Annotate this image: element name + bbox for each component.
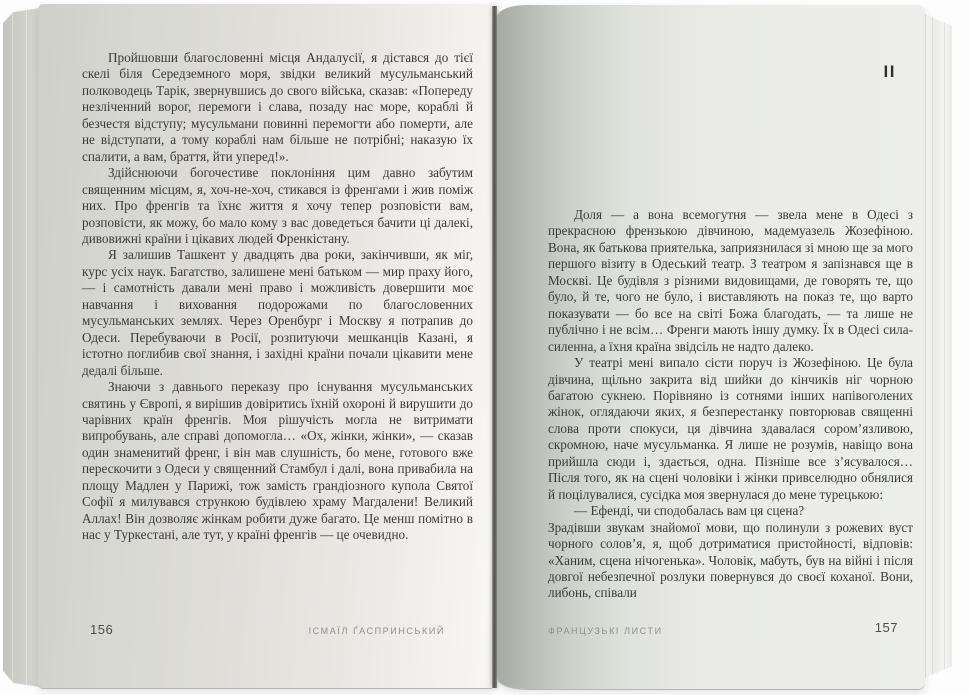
paragraph: Доля — а вона всемогутня — звела мене в Одесі з прекрасною френзькою дівчиною, мадемуазель Жозефіною. Вона, як батькова приятелька, заприязнилася зі мною ще за мого першого візиту в Одеський театр. З театром я запізнався ще в Москві. Це будівля з різними видовищами, де говорять те, що було, й те, чого не було, і виставляють на показ те, що варто показувати — бо все на світі Божа благодать, — та лише не публічно і не всім… Френги мають іншу думку. Їх в Одесі сила-силенна, а їхня країна звідсіль не надто далеко. bbox=[548, 207, 913, 354]
paragraph: Знаючи з давнього переказу про існування мусульманських святинь у Європі, я вирішив довіритись їхній охороні й вирушити до чарівних країн френгів. Моя рішучість могла не витримати випробувань, але справі допомогла… «Ох, жінки, жінки», — сказав один знаменитий френг, і він мав слушність, бо мене, готового вже перескочити з Одеси у священний Стамбул і далі, вона привабила на площу Мадлен у Парижі, тож замість грандіозного купола Святої Софії я милувався стрункою будівлею храму Магдалени! Великий Аллах! Він дозволяє жінкам робити дуже багато. Це менш помітно в нас у Туркестані, але тут, у країні френгів — це очевидно. bbox=[82, 379, 473, 543]
paragraph: Здійснюючи богочестиве поклоніння цим давно забутим священним місцям, я, хоч-не-хоч, стикався із френгами і жив поміж них. Про френгів та їхнє життя я хочу тепер розповісти вам, розповісти, як можу, бо мало кому з вас доведеться бачити ці далекі, дивовижні країни і цікавих людей Френкістану. bbox=[82, 165, 473, 246]
chapter-heading: II bbox=[883, 62, 896, 81]
right-page-body-text bbox=[548, 207, 913, 602]
right-page-number: 157 bbox=[874, 620, 898, 635]
paragraph: Зрадівши звукам знайомої мови, що полинули з рожевих вуст чорного солов’я, я, щоб дотриматися пристойності, відповів: «Ханим, сцена нічогенька». Чоловік, мабуть, був на війні і після довгої небезпечної розлуки повернувся до своєї коханої. Вони, либонь, співали bbox=[548, 519, 913, 601]
paragraph: Пройшовши благословенні місця Андалусії, я дістався до тієї скелі біля Середземного моря, звідки великий мусульманський полководець Тарік, звернувшись до свого війська, сказав: «Попереду незліченний ворог, перемоги і слава, позаду нас море, кораблі й безчестя відступу; мусульмани повинні перемогти або померти, але не відступати, а тому кораблі нам більше не потрібні; наказую їх спалити, а вам, браття, йти уперед!». bbox=[82, 50, 473, 164]
left-page-edges bbox=[3, 8, 39, 687]
paragraph: — Ефенді, чи сподобалась вам ця сцена? bbox=[574, 503, 805, 519]
left-page-number: 156 bbox=[90, 622, 114, 637]
left-running-title: ІСМАЇЛ ҐАСПРИНСЬКИЙ bbox=[308, 626, 445, 636]
paragraph: У театрі мені випало сісти поруч із Жозефіною. Це була дівчина, щільно закрита від шийки до кінчиків ніг чорною багатою сукнею. Порівняно із сотнями інших напівоголених жінок, оглядаючи яких, я безперестанку повторював священні слова проти спокуси, ця дівчина здавалася сором’язливою, скромною, наче мусульманка. Я лише не розумів, навіщо вона прийшла сюди і, здається, одна. Пізніше все з’ясувалося… Після того, як на сцені чоловіки і жінки привселюдно обнялися й поцілувалися, сусідка моя звернулася до мене турецькою: bbox=[548, 355, 913, 502]
right-running-title: ФРАНЦУЗЬКІ ЛИСТИ bbox=[548, 626, 663, 636]
right-page-edges bbox=[925, 14, 952, 678]
left-page-body-text bbox=[82, 50, 473, 544]
paragraph: Я залишив Ташкент у двадцять два роки, закінчивши, як міг, курс усіх наук. Багатство, залишене мені батьком — мир праху його, — і самотність давали мені право і можливість довершити моє навчання і виховання подорожами по благословенних мусульманських землях. Через Оренбург і Москву я потрапив до Одеси. Перебуваючи в Росії, розпитуючи мешканців Казані, я істотно поглибив свої знання, і західні країни почали цікавити мене дедалі більше. bbox=[82, 247, 473, 378]
